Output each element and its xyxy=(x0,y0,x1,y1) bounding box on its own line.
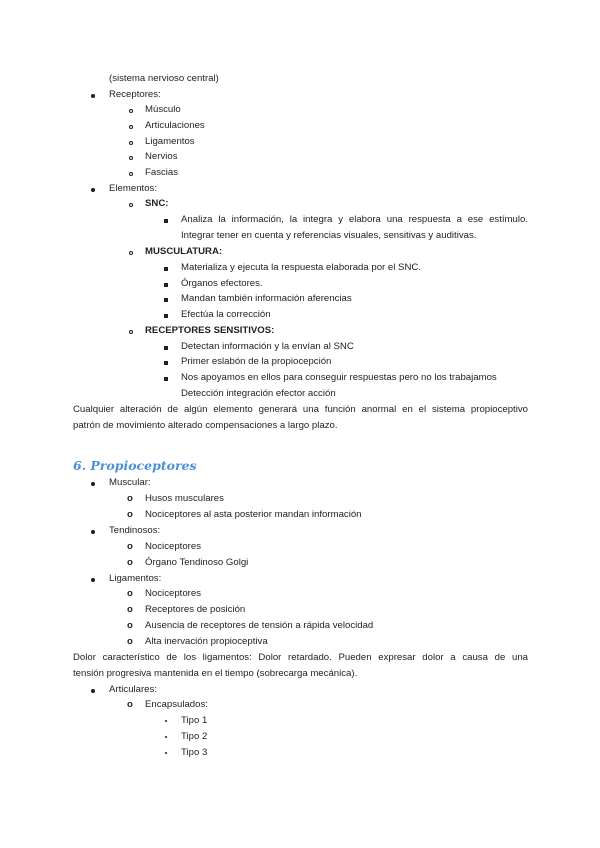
list-item: Nervios xyxy=(145,151,178,162)
bullet-square-icon xyxy=(164,346,168,350)
bullet-disc-icon xyxy=(91,94,95,98)
list-item: Analiza la información, la integra y elabora una respuesta a ese estímulo. xyxy=(181,214,528,225)
list-item: Nociceptores xyxy=(145,588,201,599)
list-item: RECEPTORES SENSITIVOS: xyxy=(145,325,275,336)
bullet-small-icon xyxy=(165,752,167,754)
list-item: Husos musculares xyxy=(145,493,224,504)
list-item: Tendinosos: xyxy=(109,525,161,536)
list-item: Articulares: xyxy=(109,684,157,695)
bullet-square-icon xyxy=(164,314,168,318)
list-item: Músculo xyxy=(145,104,181,115)
list-item: Tipo 1 xyxy=(181,715,208,726)
bullet-o-icon: o xyxy=(127,557,133,568)
bullet-o-icon: o xyxy=(127,493,133,504)
list-item: Tipo 3 xyxy=(181,747,208,758)
list-item: Mandan también información aferencias xyxy=(181,293,352,304)
bullet-square-icon xyxy=(164,377,168,381)
list-item: Órganos efectores. xyxy=(181,278,263,289)
list-item: Muscular: xyxy=(109,477,151,488)
bullet-o-icon: o xyxy=(127,636,133,647)
list-item: Nociceptores al asta posterior mandan información xyxy=(145,509,362,520)
bullet-circle-icon xyxy=(129,125,133,129)
text-line: Detección integración efector acción xyxy=(181,388,336,399)
text-line: (sistema nervioso central) xyxy=(109,73,219,84)
section-heading: 6. Propioceptores xyxy=(73,458,197,473)
bullet-square-icon xyxy=(164,267,168,271)
bullet-small-icon xyxy=(165,736,167,738)
bullet-circle-icon xyxy=(129,203,133,207)
list-item: Fascias xyxy=(145,167,179,178)
list-item: SNC: xyxy=(145,198,169,209)
list-item: MUSCULATURA: xyxy=(145,246,223,257)
bullet-o-icon: o xyxy=(127,620,133,631)
bullet-square-icon xyxy=(164,361,168,365)
bullet-circle-icon xyxy=(129,156,133,160)
list-item: Receptores de posición xyxy=(145,604,246,615)
list-item: Materializa y ejecuta la respuesta elaborada por el SNC. xyxy=(181,262,421,273)
list-item: Primer eslabón de la propiocepción xyxy=(181,356,332,367)
bullet-o-icon: o xyxy=(127,509,133,520)
bullet-square-icon xyxy=(164,219,168,223)
paragraph-line: Cualquier alteración de algún elemento generará una función anormal en el sistema propioceptivo xyxy=(73,404,528,415)
bullet-o-icon: o xyxy=(127,699,133,710)
bullet-small-icon xyxy=(165,720,167,722)
list-item: Detectan información y la envían al SNC xyxy=(181,341,354,352)
bullet-o-icon: o xyxy=(127,588,133,599)
list-item: Órgano Tendinoso Golgi xyxy=(145,557,249,568)
bullet-o-icon: o xyxy=(127,604,133,615)
list-item: Tipo 2 xyxy=(181,731,208,742)
bullet-disc-icon xyxy=(91,530,95,534)
list-item: Alta inervación propioceptiva xyxy=(145,636,268,647)
bullet-circle-icon xyxy=(129,172,133,176)
bullet-disc-icon xyxy=(91,188,95,192)
paragraph-line: tensión progresiva mantenida en el tiempo (sobrecarga mecánica). xyxy=(73,668,358,679)
list-item: Encapsulados: xyxy=(145,699,208,710)
bullet-circle-icon xyxy=(129,330,133,334)
bullet-disc-icon xyxy=(91,689,95,693)
list-item: Efectúa la corrección xyxy=(181,309,271,320)
bullet-square-icon xyxy=(164,283,168,287)
bullet-o-icon: o xyxy=(127,541,133,552)
bullet-circle-icon xyxy=(129,251,133,255)
bullet-disc-icon xyxy=(91,482,95,486)
list-item: Articulaciones xyxy=(145,120,205,131)
bullet-circle-icon xyxy=(129,109,133,113)
bullet-circle-icon xyxy=(129,141,133,145)
list-item: Ligamentos: xyxy=(109,573,162,584)
text-line: Integrar tener en cuenta y referencias visuales, sensitivas y auditivas. xyxy=(181,230,477,241)
list-item: Receptores: xyxy=(109,89,161,100)
list-item: Ligamentos xyxy=(145,136,195,147)
list-item: Ausencia de receptores de tensión a rápida velocidad xyxy=(145,620,374,631)
bullet-square-icon xyxy=(164,298,168,302)
list-item: Nociceptores xyxy=(145,541,201,552)
paragraph-line: patrón de movimiento alterado compensaciones a largo plazo. xyxy=(73,420,338,431)
list-item: Elementos: xyxy=(109,183,157,194)
paragraph-line: Dolor característico de los ligamentos: Dolor retardado. Pueden expresar dolor a causa de una xyxy=(73,652,528,663)
list-item: Nos apoyamos en ellos para conseguir respuestas pero no los trabajamos xyxy=(181,372,497,383)
bullet-disc-icon xyxy=(91,578,95,582)
